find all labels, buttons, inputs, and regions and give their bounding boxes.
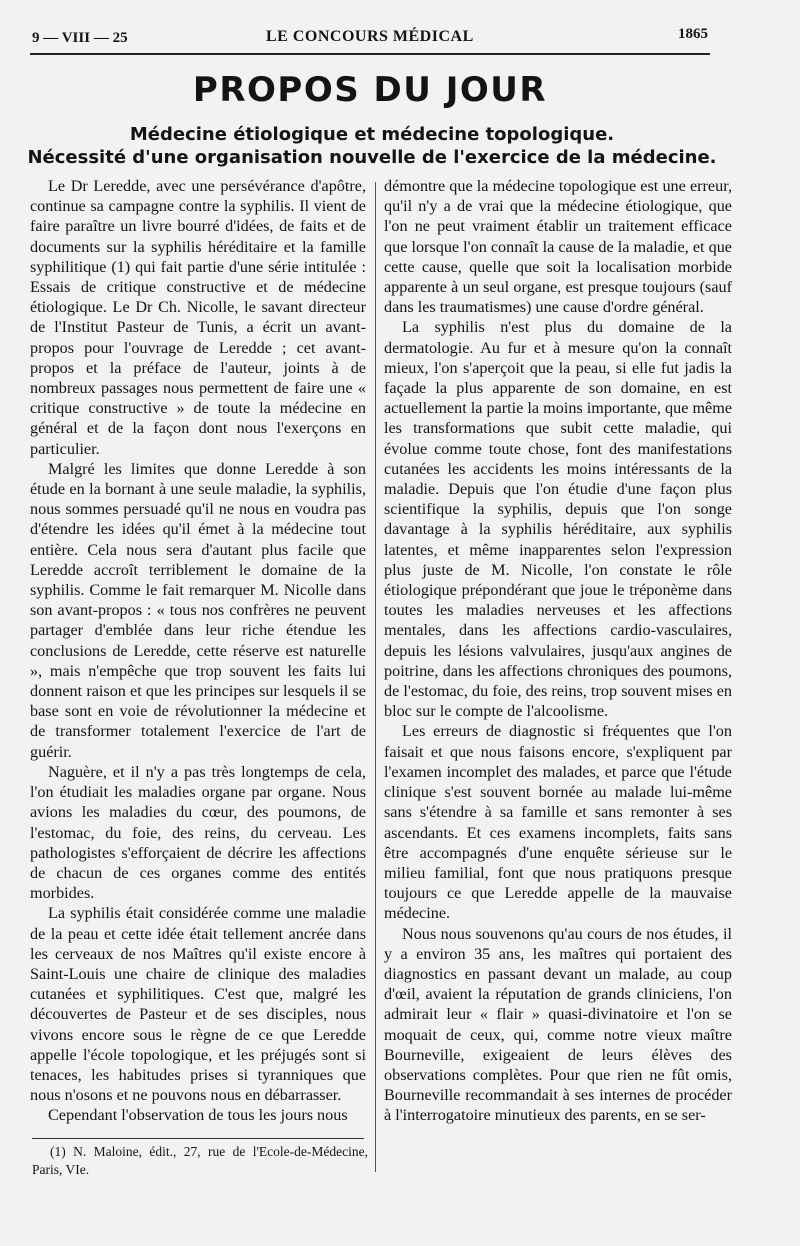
paragraph: La syphilis n'est plus du domaine de la dermatologie. Au fur et à mesure qu'on la connaît mieux, l'on s'aperçoit que la peau, si elle fut jadis la façade la plus apparente de son domaine, en est actuellement la partie la moins importante, que même les transformations que subit cette maladie, qui évolue comme toute chose, font des manifestations cutanées les accidents les moins intéressants de la maladie. Depuis que l'on étudie d'une façon plus scientifique la syphilis, depuis que l'on songe davantage à la syphilis héréditaire, aux syphilis latentes, et même inapparentes selon l'expression plus juste de M. Nicolle, l'on constate le rôle étiologique prépondérant que joue le tréponème dans toutes les maladies nerveuses et les affections mentales, dans les affections cardio-vasculaires, depuis les lésions valvulaires, jusqu'aux angines de poitrine, dans les affections chroniques des poumons, de l'estomac, du foie, des reins, trop souvent mises en bloc sur le compte de l'alcoolisme. (384, 318, 732, 721)
header-rule (30, 53, 710, 55)
right-column (384, 176, 732, 1126)
paragraph: Malgré les limites que donne Leredde à son étude en la bornant à une seule maladie, la syphilis, nous sommes persuadé qu'il ne nous en voudra pas d'étendre les idées qu'il émet à la médecine tout entière. Cela nous sera d'autant plus facile que Leredde accroît terriblement le domaine de la syphilis. Comme le fait remarquer M. Nicolle dans son avant-propos : « tous nos confrères ne peuvent partager d'emblée dans leur riche étendue les conclusions de Leredde, cette réserve est naturelle », mais n'empêche que trop souvent les faits lui donnent raison et que les principes sur lesquels il se base sont en voie de révolutionner la médecine et de transformer totalement l'exercice de l'art de guérir. (30, 459, 366, 761)
paragraph: La syphilis était considérée comme une maladie de la peau et cette idée était tellement ancrée dans les cerveaux de nos Maîtres qu'il existe encore à Saint-Louis une chaire de clinique des maladies cutanées et syphilitiques. C'est que, malgré les découvertes de Pasteur et de ses disciples, nous vivons encore sous le règne de ce que Leredde appelle l'école topologique, et les préjugés sont si tenaces, les habitudes prises si tyranniques que nous n'osons et ne pouvons nous en débarrasser. (30, 904, 366, 1105)
article-title-line-1: Médecine étiologique et médecine topologique. (129, 124, 615, 145)
footnote: (1) N. Maloine, édit., 27, rue de l'Ecole-de-Médecine, Paris, VIe. (32, 1144, 368, 1177)
page-number: 1865 (678, 26, 708, 42)
paragraph: démontre que la médecine topologique est une erreur, qu'il n'y a de vrai que la médecine étiologique, que l'on ne peut vraiment établir un traitement efficace que lorsque l'on connaît la cause de la maladie, et que cette cause, quelle que soit la localisation morbide apparente à un seul organe, est presque toujours (sauf dans les traumatismes) une cause d'ordre général. (384, 177, 732, 317)
paragraph: Les erreurs de diagnostic si fréquentes que l'on faisait et que nous faisons encore, s'expliquent par l'examen incomplet des malades, et parce que l'étude clinique s'est souvent bornée au malade lui-même sans s'étendre à sa famille et sans remonter à ses ascendants. Et ces examens incomplets, faits sans être accompagnés d'une enquête sérieuse sur le milieu familial, font que nous pratiquons presque toujours ce que Leredde appelle de la mauvaise médecine. (384, 722, 732, 923)
running-header (32, 22, 708, 52)
page-title: PROPOS DU JOUR (192, 70, 548, 110)
paragraph: Cependant l'observation de tous les jours nous (48, 1106, 348, 1125)
issue-date: 9 — VIII — 25 (32, 30, 128, 46)
article-title-line-2: Nécessité d'une organisation nouvelle de l'exercice de la médecine. (27, 147, 717, 168)
paragraph: Nous nous souvenons qu'au cours de nos études, il y a environ 35 ans, les maîtres qui portaient des diagnostics en passant devant un malade, au coup d'œil, avaient la réputation de grands cliniciens, l'on admirait leur « flair » quasi-divinatoire et l'on se moquait de ceux, qui, comme notre vieux maître Bourneville, exigeaient de leurs élèves des observations complètes. Pour que rien ne fût omis, Bourneville recommandait à ses internes de procéder à l'interrogatoire minutieux des parents, en se ser- (384, 924, 732, 1125)
paragraph: Naguère, et il n'y a pas très longtemps de cela, l'on étudiait les maladies organe par organe. Nous avions les maladies du cœur, des poumons, de l'estomac, du foie, des reins, du cerveau. Les pathologistes s'efforçaient de décrire les affections de chacun de ces organes comme des entités morbides. (30, 762, 366, 903)
paragraph: Le Dr Leredde, avec une persévérance d'apôtre, continue sa campagne contre la syphilis. Il vient de faire paraître un livre bourré d'idées, de faits et de documents sur la syphilis héréditaire et la famille syphilitique (1) qui fait partie d'une série intitulée : Essais de critique constructive et de médecine étiologique. Le Dr Ch. Nicolle, le savant directeur de l'Institut Pasteur de Tunis, a écrit un avant-propos pour l'ouvrage de Leredde ; cet avant-propos et la préface de l'auteur, joints à de nombreux passages nous permettent de faire une « critique constructive » de toute la médecine en général et de la façon dont nous l'exerçons en particulier. (30, 177, 366, 458)
column-divider (375, 182, 376, 1172)
journal-name: LE CONCOURS MÉDICAL (266, 28, 474, 45)
left-column (30, 176, 366, 1126)
footnote-rule (32, 1138, 364, 1139)
